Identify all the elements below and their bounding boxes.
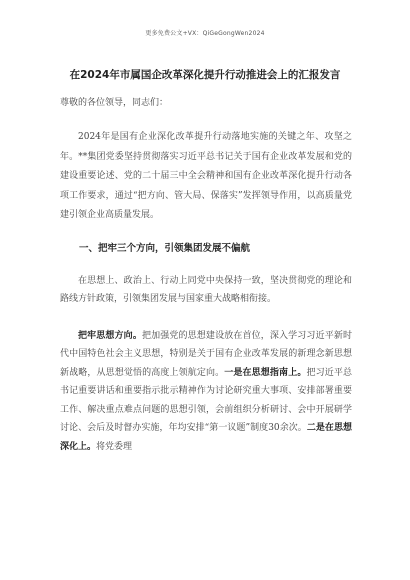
subheading-lead: 把牢思想方向。 bbox=[78, 330, 142, 341]
document-body bbox=[60, 96, 352, 456]
section-1-paragraph: 在思想上、政治上、行动上同党中央保持一致，坚决贯彻党的理论和路线方针政策，引领集团发展与国家重大战略相衔接。 bbox=[60, 275, 352, 304]
point-two-label: 二是在思想深化上。 bbox=[60, 423, 352, 452]
point-one-label: 一是在思想指南上。 bbox=[224, 367, 307, 378]
subparagraph-text-a: 把加强党的思想建设放在首位，深入学习习近平新时代中国特色社会主义思想，特别是关于国有企业改革发展的新理念新思想新战略，从思想觉悟的高度上领航定向。 bbox=[60, 330, 352, 378]
page-title: 在2024年市属国企改革深化提升行动推进会上的汇报发言 bbox=[69, 69, 341, 81]
header-note: 更多免费公文+VX：QiGeGongWen2024 bbox=[145, 30, 265, 37]
intro-paragraph: 2024年是国有企业深化改革提升行动落地实施的关键之年、攻坚之年。**集团党委坚持贯彻落实习近平总书记关于国有企业改革发展和党的建设重要论述、党的二十届三中全会精神和国有企业改革深化提升行动各项工作要求，通过“把方向、管大局、保落实”发挥领导作用，以高质量党建引领企业高质量发展。 bbox=[60, 132, 352, 220]
section-heading-1: 一、把牢三个方向，引领集团发展不偏航 bbox=[79, 242, 251, 254]
salutation: 尊敬的各位领导，同志们： bbox=[60, 98, 169, 108]
subparagraph-text-c: 将党委理 bbox=[96, 441, 133, 452]
section-1-subparagraph bbox=[60, 327, 352, 457]
subparagraph-text-b: 把习近平总书记重要讲话和重要指示批示精神作为讨论研究重大事项、安排部署重要工作、解决重点难点问题的思想引领，会前组织分析研讨、会中开展研学讨论、会后及时督办实施，年均安排“第一议题”制度30余次。 bbox=[60, 367, 352, 433]
